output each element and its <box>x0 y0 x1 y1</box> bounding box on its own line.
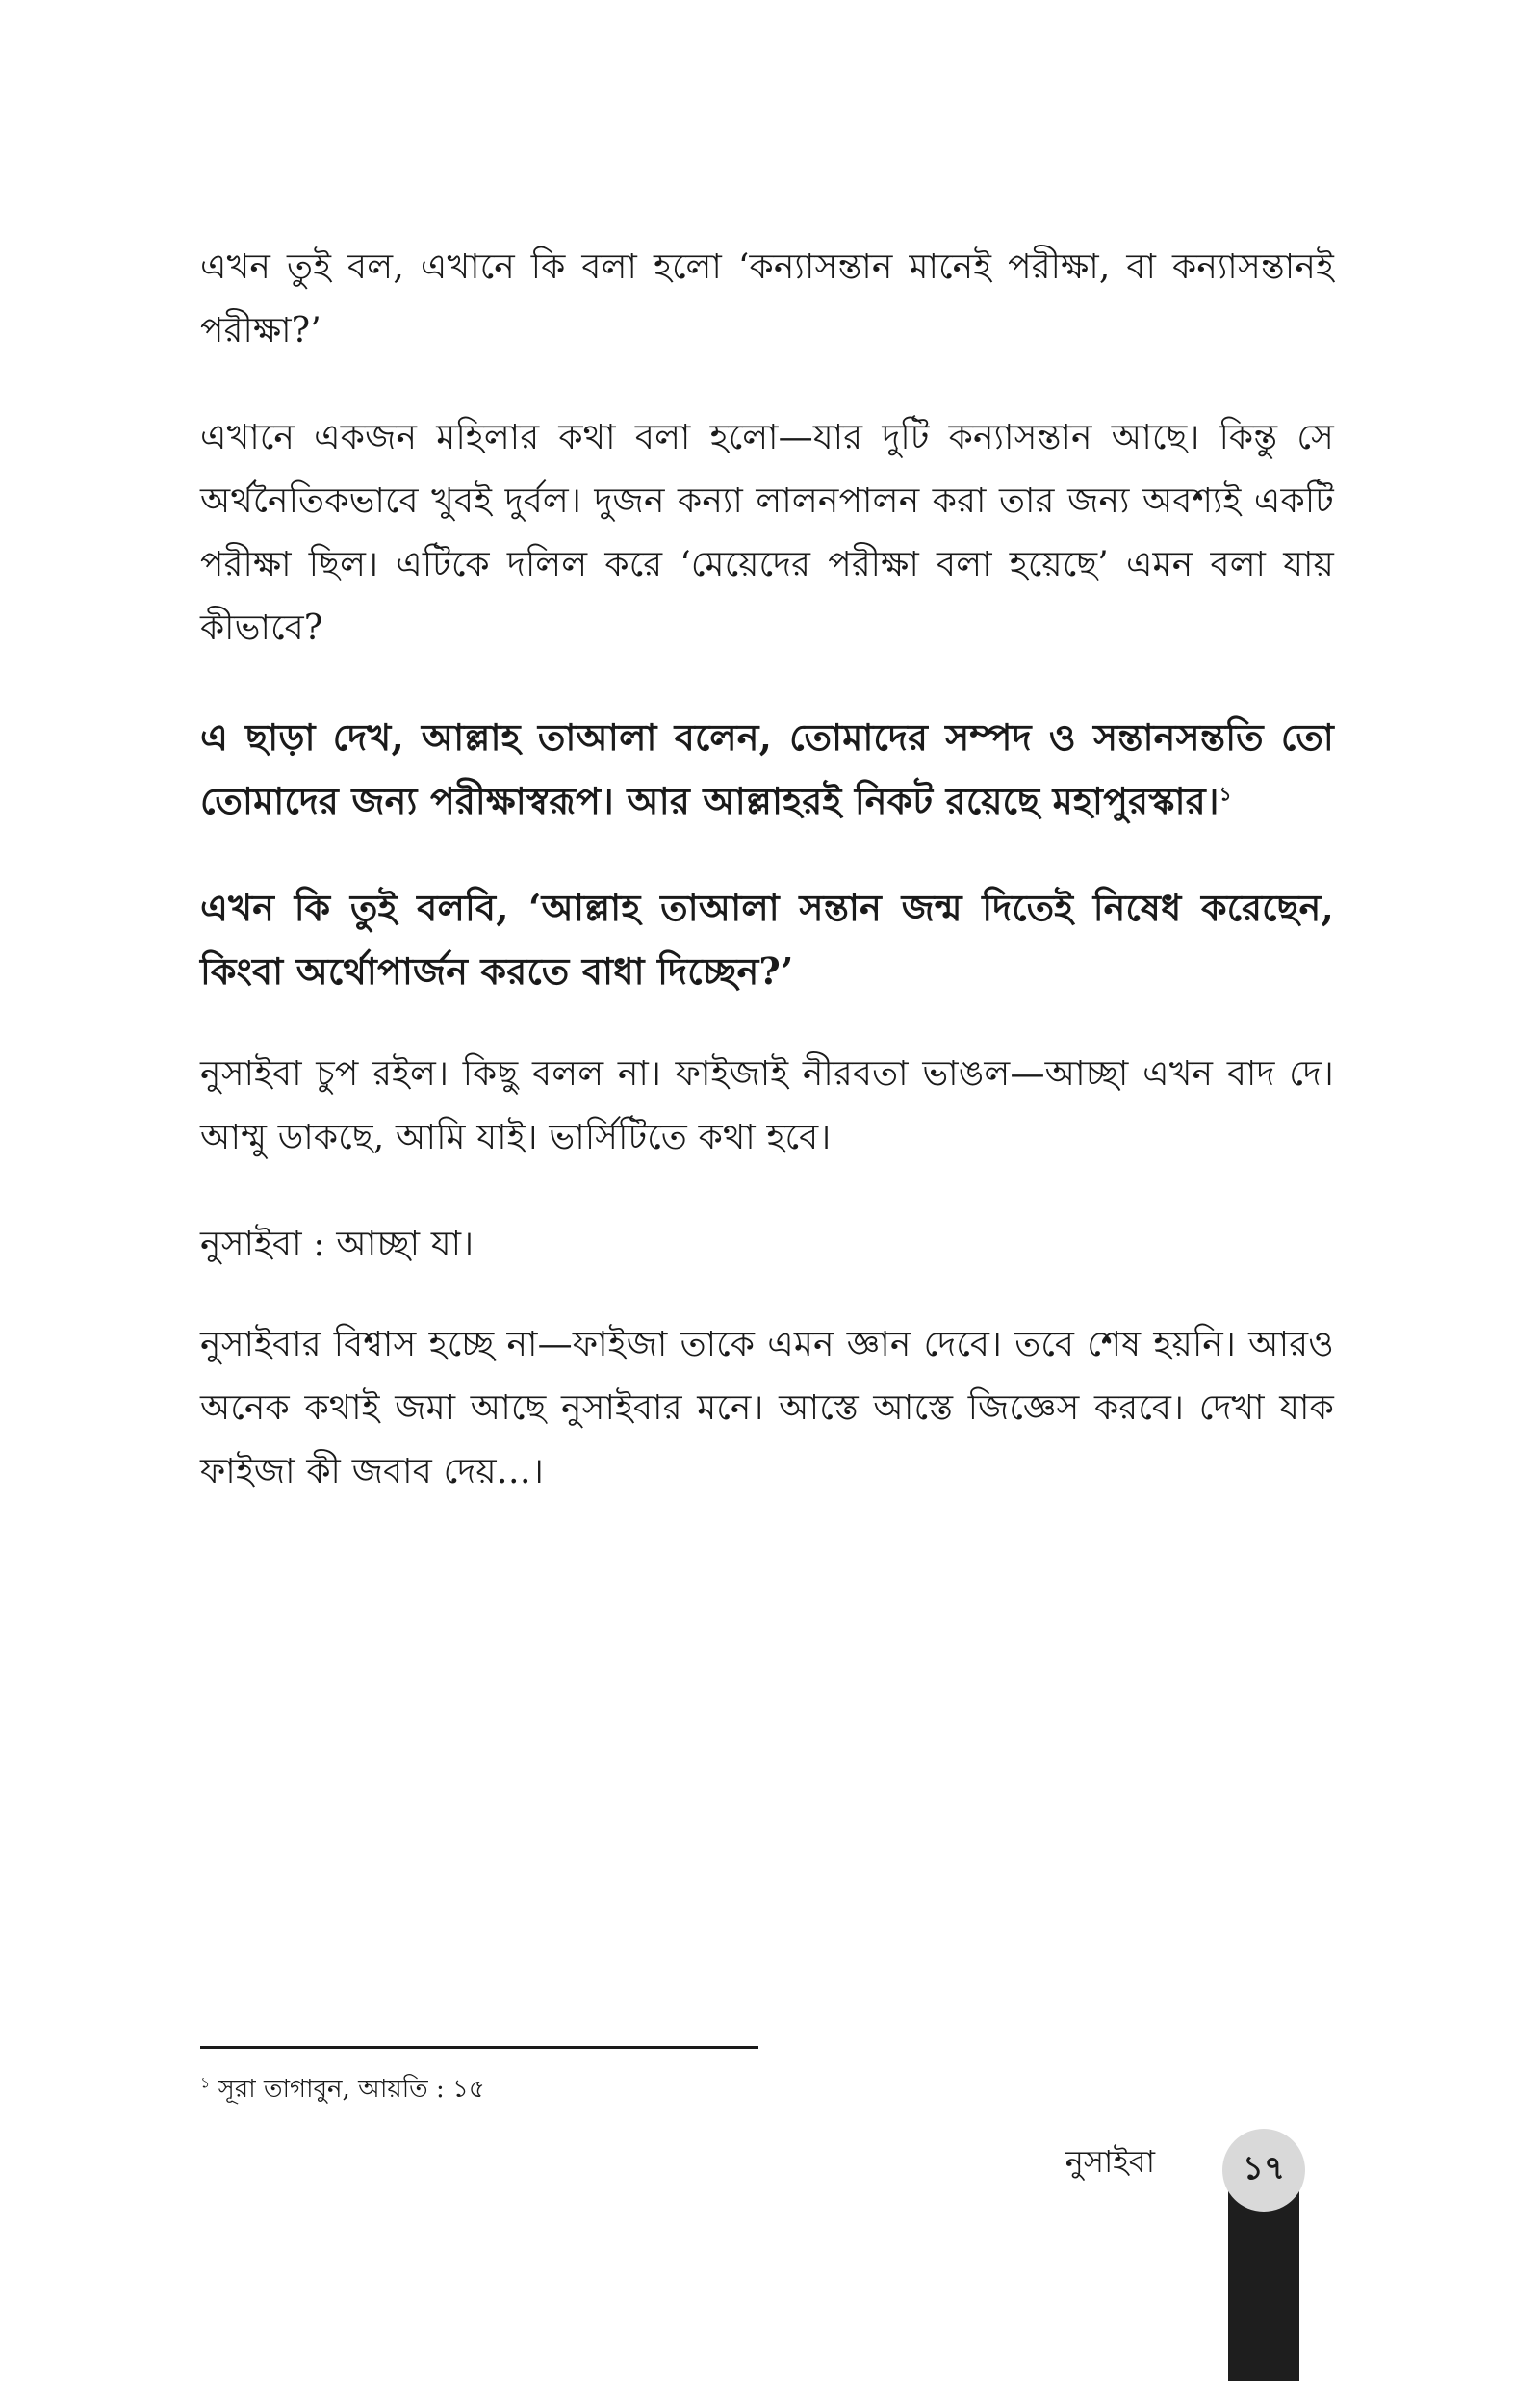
paragraph-7: নুসাইবার বিশ্বাস হচ্ছে না—ফাইজা তাকে এমন জ্ঞান দেবে। তবে শেষ হয়নি। আরও অনেক কথাই জমা আছে নুসাইবার মনে। আস্তে আস্তে জিজ্ঞেস করবে। দেখা যাক ফাইজা কী জবাব দেয়…। <box>200 1325 1334 1491</box>
paragraph-6: নুসাইবা : আচ্ছা যা। <box>200 1225 475 1264</box>
paragraph-5: নুসাইবা চুপ রইল। কিছু বলল না। ফাইজাই নীরবতা ভাঙল—আচ্ছা এখন বাদ দে। আম্মু ডাকছে, আমি যাই। ভার্সিটিতে কথা হবে। <box>200 1054 1334 1157</box>
page-number: ১৭ <box>1242 2148 1286 2187</box>
footnote-divider <box>200 2046 758 2049</box>
footnote-marker: ১ <box>200 2073 211 2092</box>
paragraph-2: এখানে একজন মহিলার কথা বলা হলো—যার দুটি কন্যাসন্তান আছে। কিন্তু সে অর্থনৈতিকভাবে খুবই দুর্বল। দুজন কন্যা লালনপালন করা তার জন্য অবশ্যই একটি পরীক্ষা ছিল। এটিকে দলিল করে ‘মেয়েদের পরীক্ষা বলা হয়েছে’ এমন বলা যায় কীভাবে? <box>200 418 1334 648</box>
footnote-reference: ১ <box>1219 782 1232 806</box>
paragraph-3-bold <box>200 706 1334 833</box>
page-number-badge <box>1222 2129 1305 2212</box>
footnote-text: সূরা তাগাবুন, আয়তি : ১৫ <box>218 2075 485 2104</box>
footnote <box>200 2070 485 2109</box>
paragraph-1: এখন তুই বল, এখানে কি বলা হলো ‘কন্যাসন্তান মানেই পরীক্ষা, বা কন্যাসন্তানই পরীক্ষা?’ <box>200 247 1334 350</box>
running-title: নুসাইবা <box>1065 2143 1155 2180</box>
paragraph-4-bold: এখন কি তুই বলবি, ‘আল্লাহ তাআলা সন্তান জন্ম দিতেই নিষেধ করেছেন, কিংবা অর্থোপার্জন করতে বাধা দিচ্ছেন?’ <box>200 886 1334 993</box>
paragraph-3-text: এ ছাড়া দেখ, আল্লাহ তাআলা বলেন, তোমাদের সম্পদ ও সন্তানসন্ততি তো তোমাদের জন্য পরীক্ষাস্বরূপ। আর আল্লাহরই নিকট রয়েছে মহাপুরস্কার। <box>200 715 1334 822</box>
